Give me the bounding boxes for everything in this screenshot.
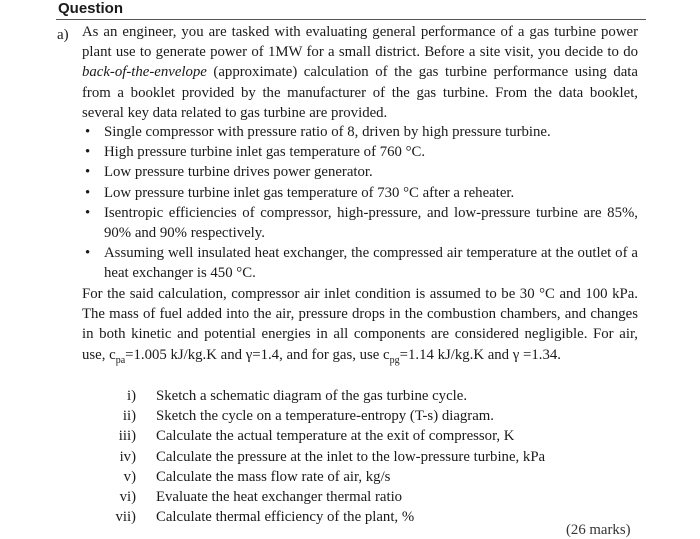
bullet-item [82,162,638,182]
sub-question-text: Calculate the pressure at the inlet to the low-pressure turbine, kPa [156,448,546,465]
question-heading: Question [58,0,124,17]
cpg-subscript: pg [389,354,400,366]
cpa-subscript: pa [115,354,126,366]
bullet-text: High pressure turbine inlet gas temperature of 760 °C. [104,144,426,161]
sub-question-text: Sketch the cycle on a temperature-entropy (T-s) diagram. [156,408,495,425]
conditions-text-3: =1.14 kJ/kg.K and γ =1.34. [399,346,561,363]
sub-question-number: ii) [122,408,136,425]
bullet-marker: • [85,164,91,181]
bullet-text: Single compressor with pressure ratio of 8, driven by high pressure turbine. [104,124,551,140]
bullet-item [82,203,638,243]
bullet-text: Low pressure turbine inlet gas temperature of 730 °C after a reheater. [104,184,515,201]
sub-question-text: Evaluate the heat exchanger thermal ratio [156,489,403,506]
bullet-text: Assuming well insulated heat exchanger, the compressed air temperature at the outlet of a heat exchanger is 450 °C. [104,245,638,282]
sub-question-text: Calculate the mass flow rate of air, kg/s [156,468,391,485]
bullet-marker: • [85,184,91,201]
sub-question-number: iv) [119,448,136,465]
bullet-text: Low pressure turbine drives power generator. [104,164,373,181]
sub-question [100,426,545,446]
bullet-marker: • [85,245,91,262]
sub-question-number: iii) [118,428,136,445]
sub-question [100,386,545,406]
bullet-marker: • [85,124,91,140]
sub-question [100,467,545,487]
heading-divider [56,19,646,20]
sub-question [100,487,545,507]
sub-question-text: Calculate the actual temperature at the exit of compressor, K [156,428,515,445]
intro-italic-phrase: back-of-the-envelope [82,64,207,81]
bullet-marker: • [85,144,91,161]
sub-question-text: Sketch a schematic diagram of the gas turbine cycle. [156,388,468,404]
sub-question-number: vi) [119,489,136,506]
intro-text-2: (approximate) calculation of the gas turbine performance using data from a booklet provided by the manufacturer of the gas turbine. From the data booklet, several key data related to gas turbine are provided. [82,64,638,121]
bullet-item [82,122,638,142]
conditions-text-2: =1.005 kJ/kg.K and γ=1.4, and for gas, use c [125,346,390,363]
sub-question-number: i) [126,388,136,404]
conditions-text-1: For the said calculation, compressor air inlet condition is assumed to be 30 °C and 100 kPa. The mass of fuel added into the air, pressure drops in the combustion chambers, and changes in both kinetic and potential energies in all components are considered negligible. For air, use, c [82,286,638,363]
bullet-item [82,183,638,203]
sub-question-number: vii) [115,509,136,526]
intro-paragraph [82,22,638,123]
sub-question [100,406,545,426]
sub-question-number: v) [123,468,136,485]
marks-label: (26 marks) [566,522,631,538]
sub-question [100,447,545,467]
bullet-item [82,243,638,283]
bullet-text: Isentropic efficiencies of compressor, high-pressure, and low-pressure turbine are 85%, 90% and 90% respectively. [104,204,638,242]
bullet-item [82,142,638,162]
sub-question [100,507,545,527]
sub-question-list [100,386,545,527]
data-bullet-list [82,122,638,284]
conditions-paragraph [82,284,638,371]
intro-text-1: As an engineer, you are tasked with evaluating general performance of a gas turbine power plant use to generate power of 1MW for a small district. Before a site visit, you decide to do [82,24,638,61]
bullet-marker: • [85,204,91,221]
question-label: a) [57,27,69,43]
sub-question-text: Calculate thermal efficiency of the plant, % [156,509,415,526]
